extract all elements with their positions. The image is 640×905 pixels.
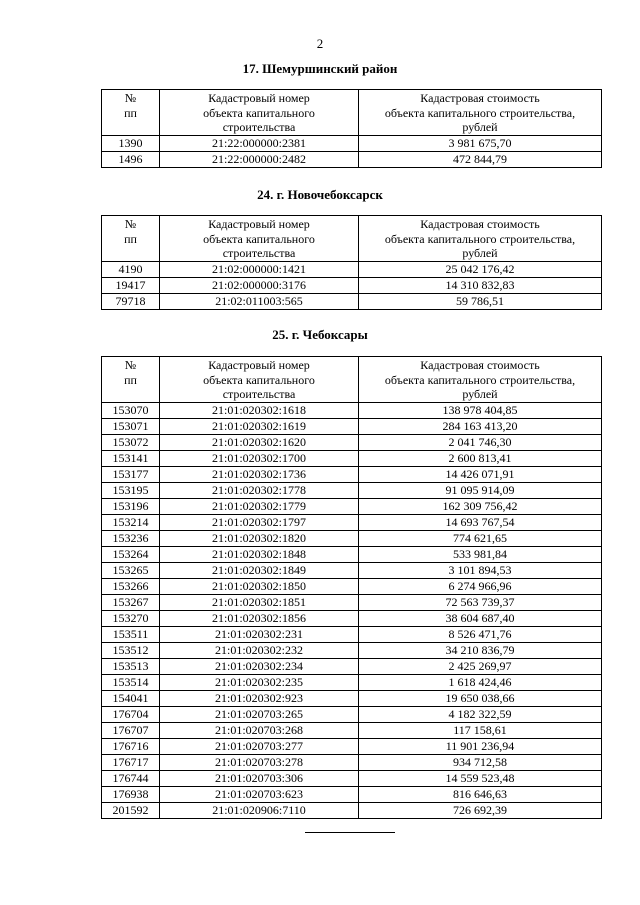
row-number: 153265 [102,562,160,578]
table-row [102,402,602,418]
table-row [102,293,602,309]
table-row [102,706,602,722]
cadastral-cost: 4 182 322,59 [359,706,602,722]
footer-divider [305,832,395,833]
table-row [102,594,602,610]
table-row [102,786,602,802]
header-line: строительства [222,246,296,260]
cadastral-cost: 38 604 687,40 [359,610,602,626]
header-line: № [124,358,137,372]
header-line: пп [124,372,137,387]
header-number [102,357,160,403]
header-cadastral-number [160,216,359,262]
cadastral-number: 21:02:011003:565 [160,293,359,309]
cadastral-number: 21:01:020703:268 [160,722,359,738]
table-row [102,135,602,151]
header-line: объекта капитального строительства, [384,105,576,120]
cadastral-cost: 934 712,58 [359,754,602,770]
cadastral-number: 21:01:020302:1820 [160,530,359,546]
cadastral-cost: 6 274 966,96 [359,578,602,594]
cadastral-number: 21:01:020302:1850 [160,578,359,594]
header-cadastral-cost [359,357,602,403]
table-row [102,690,602,706]
cadastral-number: 21:02:000000:3176 [160,277,359,293]
table-row [102,450,602,466]
header-line: строительства [222,120,296,134]
cadastral-cost: 19 650 038,66 [359,690,602,706]
table-row [102,626,602,642]
cadastral-cost: 2 600 813,41 [359,450,602,466]
table-row [102,738,602,754]
row-number: 176744 [102,770,160,786]
cadastral-cost: 14 559 523,48 [359,770,602,786]
cadastral-number: 21:22:000000:2381 [160,135,359,151]
header-line: рублей [462,246,498,260]
header-line: Кадастровый номер [208,217,310,231]
header-line: рублей [462,387,498,401]
row-number: 201592 [102,802,160,818]
cadastral-cost: 472 844,79 [359,151,602,167]
cadastral-number: 21:01:020906:7110 [160,802,359,818]
cadastral-cost: 3 981 675,70 [359,135,602,151]
row-number: 153214 [102,514,160,530]
table-row [102,754,602,770]
header-number [102,216,160,262]
cadastral-cost: 3 101 894,53 [359,562,602,578]
header-line: строительства [222,387,296,401]
cadastral-number: 21:01:020302:232 [160,642,359,658]
row-number: 153072 [102,434,160,450]
cadastral-cost: 2 425 269,97 [359,658,602,674]
row-number: 153236 [102,530,160,546]
cadastral-number: 21:01:020302:923 [160,690,359,706]
cadastral-number: 21:01:020302:1779 [160,498,359,514]
header-cadastral-number [160,90,359,136]
cadastral-number: 21:01:020302:1736 [160,466,359,482]
table-row [102,610,602,626]
cadastral-cost: 8 526 471,76 [359,626,602,642]
header-line: № [124,91,137,105]
cadastral-table [101,89,602,168]
cadastral-cost: 117 158,61 [359,722,602,738]
table-row [102,434,602,450]
cadastral-number: 21:01:020703:265 [160,706,359,722]
header-line: Кадастровый номер [208,91,310,105]
cadastral-cost: 14 693 767,54 [359,514,602,530]
header-line: № [124,217,137,231]
cadastral-cost: 34 210 836,79 [359,642,602,658]
table-row [102,498,602,514]
table-row [102,642,602,658]
table-header-row [102,357,602,403]
cadastral-cost: 59 786,51 [359,293,602,309]
cadastral-cost: 14 426 071,91 [359,466,602,482]
cadastral-cost: 14 310 832,83 [359,277,602,293]
row-number: 176707 [102,722,160,738]
cadastral-number: 21:01:020302:1797 [160,514,359,530]
header-line: рублей [462,120,498,134]
table-row [102,546,602,562]
cadastral-cost: 138 978 404,85 [359,402,602,418]
header-line: объекта капитального [203,105,315,120]
header-line: объекта капитального строительства, [384,372,576,387]
cadastral-cost: 2 041 746,30 [359,434,602,450]
table-row [102,562,602,578]
section-title: 17. Шемуршинский район [242,61,398,76]
cadastral-cost: 816 646,63 [359,786,602,802]
cadastral-cost: 1 618 424,46 [359,674,602,690]
header-line: пп [124,231,137,246]
table-row [102,277,602,293]
cadastral-number: 21:01:020302:1778 [160,482,359,498]
row-number: 153071 [102,418,160,434]
cadastral-number: 21:01:020703:623 [160,786,359,802]
cadastral-number: 21:01:020703:306 [160,770,359,786]
cadastral-cost: 72 563 739,37 [359,594,602,610]
header-cadastral-cost [359,90,602,136]
cadastral-number: 21:01:020302:1849 [160,562,359,578]
table-header-row [102,90,602,136]
row-number: 79718 [102,293,160,309]
cadastral-cost: 284 163 413,20 [359,418,602,434]
header-number [102,90,160,136]
cadastral-number: 21:01:020302:1618 [160,402,359,418]
cadastral-cost: 726 692,39 [359,802,602,818]
table-row [102,151,602,167]
header-cadastral-cost [359,216,602,262]
cadastral-cost: 25 042 176,42 [359,261,602,277]
row-number: 176716 [102,738,160,754]
row-number: 153264 [102,546,160,562]
cadastral-number: 21:01:020302:1620 [160,434,359,450]
table-row [102,722,602,738]
row-number: 154041 [102,690,160,706]
header-line: объекта капитального [203,372,315,387]
cadastral-table [101,356,602,819]
row-number: 153514 [102,674,160,690]
header-line: Кадастровая стоимость [420,91,540,105]
cadastral-number: 21:01:020302:1619 [160,418,359,434]
cadastral-number: 21:01:020302:1848 [160,546,359,562]
cadastral-cost: 533 981,84 [359,546,602,562]
row-number: 153267 [102,594,160,610]
row-number: 153177 [102,466,160,482]
cadastral-cost: 11 901 236,94 [359,738,602,754]
cadastral-number: 21:22:000000:2482 [160,151,359,167]
header-line: пп [124,105,137,120]
table-row [102,482,602,498]
header-line: Кадастровая стоимость [420,217,540,231]
section-title: 24. г. Новочебоксарск [257,187,383,202]
row-number: 153513 [102,658,160,674]
cadastral-number: 21:01:020302:1700 [160,450,359,466]
header-cadastral-number [160,357,359,403]
cadastral-cost: 774 621,65 [359,530,602,546]
table-header-row [102,216,602,262]
table-row [102,466,602,482]
cadastral-number: 21:01:020302:234 [160,658,359,674]
cadastral-number: 21:02:000000:1421 [160,261,359,277]
row-number: 1390 [102,135,160,151]
table-row [102,261,602,277]
row-number: 153196 [102,498,160,514]
table-row [102,514,602,530]
table-row [102,802,602,818]
row-number: 176704 [102,706,160,722]
header-line: Кадастровая стоимость [420,358,540,372]
section-title: 25. г. Чебоксары [272,327,368,342]
row-number: 153195 [102,482,160,498]
table-row [102,578,602,594]
table-row [102,658,602,674]
row-number: 153511 [102,626,160,642]
row-number: 1496 [102,151,160,167]
row-number: 153141 [102,450,160,466]
table-row [102,530,602,546]
cadastral-number: 21:01:020703:278 [160,754,359,770]
table-row [102,418,602,434]
cadastral-number: 21:01:020302:231 [160,626,359,642]
cadastral-number: 21:01:020302:1851 [160,594,359,610]
cadastral-number: 21:01:020302:235 [160,674,359,690]
cadastral-table [101,215,602,310]
row-number: 176938 [102,786,160,802]
table-row [102,770,602,786]
header-line: объекта капитального [203,231,315,246]
row-number: 153512 [102,642,160,658]
row-number: 153070 [102,402,160,418]
row-number: 176717 [102,754,160,770]
row-number: 153266 [102,578,160,594]
row-number: 19417 [102,277,160,293]
row-number: 4190 [102,261,160,277]
row-number: 153270 [102,610,160,626]
header-line: объекта капитального строительства, [384,231,576,246]
cadastral-number: 21:01:020302:1856 [160,610,359,626]
page-number: 2 [316,36,324,51]
cadastral-number: 21:01:020703:277 [160,738,359,754]
cadastral-cost: 91 095 914,09 [359,482,602,498]
table-row [102,674,602,690]
header-line: Кадастровый номер [208,358,310,372]
cadastral-cost: 162 309 756,42 [359,498,602,514]
